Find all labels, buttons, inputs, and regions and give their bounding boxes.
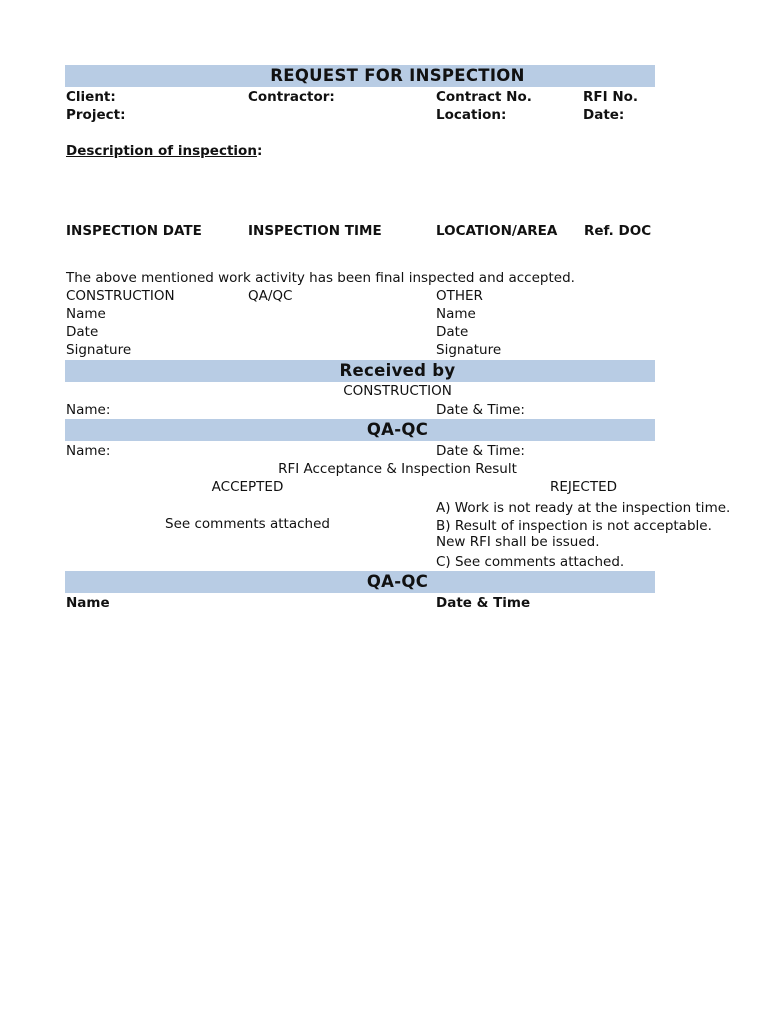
project-row: [65, 106, 655, 124]
qaqc-final-name-label: Name: [66, 595, 110, 611]
received-construction-label: CONSTRUCTION: [343, 383, 452, 399]
received-by-band: [65, 360, 655, 382]
description-colon: :: [256, 143, 263, 159]
qaqc-final-datetime-label: Date & Time: [436, 595, 531, 611]
signatory-headers-row: [65, 287, 655, 305]
rfi-no-label: RFI No.: [583, 89, 639, 105]
accepted-label: ACCEPTED: [211, 479, 284, 495]
received-by-title: Received by: [339, 361, 456, 380]
result-title-row: [65, 460, 655, 478]
qaqc-title-2: QA-QC: [366, 572, 429, 591]
title-band: [65, 65, 655, 87]
other-signatory: OTHER: [436, 288, 483, 304]
other-name-label: Name: [436, 306, 476, 322]
location-label: Location:: [436, 107, 507, 123]
description-row: [65, 142, 655, 160]
see-comments-label: See comments attached: [165, 516, 330, 532]
contract-no-label: Contract No.: [436, 89, 532, 105]
qaqc-band-2: [65, 571, 655, 593]
qaqc-name-label: Name:: [66, 443, 111, 459]
reason-a: A) Work is not ready at the inspection time.: [436, 500, 731, 516]
reason-b-continued: New RFI shall be issued.: [436, 534, 600, 550]
construction-date-label: Date: [66, 324, 99, 340]
accept-reject-row: [65, 478, 655, 496]
reason-c-row: [65, 553, 655, 571]
other-signature-label: Signature: [436, 342, 502, 358]
date-label: Date:: [583, 107, 625, 123]
rfi-form: [65, 65, 731, 625]
qaqc-title-1: QA-QC: [366, 420, 429, 439]
qaqc-name-row: [65, 442, 655, 460]
inspection-date-header: INSPECTION DATE: [66, 223, 202, 239]
result-title: RFI Acceptance & Inspection Result: [278, 461, 517, 477]
inspection-time-header: INSPECTION TIME: [248, 223, 382, 239]
received-name-row: [65, 401, 655, 419]
reason-b: B) Result of inspection is not acceptable.: [436, 518, 712, 534]
construction-name-label: Name: [66, 306, 106, 322]
client-label: Client:: [66, 89, 116, 105]
reason-c: C) See comments attached.: [436, 554, 625, 570]
signatory-signature-row: [65, 341, 655, 359]
qaqc-final-row: [65, 594, 655, 612]
reason-b2-row: [65, 533, 655, 551]
form-title: REQUEST FOR INSPECTION: [270, 66, 525, 85]
other-date-label: Date: [436, 324, 469, 340]
qaqc-datetime-label: Date & Time:: [436, 443, 525, 459]
construction-signature-label: Signature: [66, 342, 132, 358]
received-datetime-label: Date & Time:: [436, 402, 525, 418]
signatory-date-row: [65, 323, 655, 341]
project-label: Project:: [66, 107, 126, 123]
inspection-columns-row: [65, 222, 655, 240]
signatory-name-row: [65, 305, 655, 323]
ref-doc-header: Ref. DOC: [584, 223, 652, 239]
rejected-label: REJECTED: [549, 479, 618, 495]
qaqc-signatory: QA/QC: [248, 288, 293, 304]
contractor-label: Contractor:: [248, 89, 335, 105]
description-heading: [66, 142, 262, 160]
received-construction-row: [65, 382, 655, 400]
client-row: [65, 88, 655, 106]
received-name-label: Name:: [66, 402, 111, 418]
location-area-header: LOCATION/AREA: [436, 223, 558, 239]
qaqc-band-1: [65, 419, 655, 441]
acceptance-statement: The above mentioned work activity has been final inspected and accepted.: [66, 270, 575, 286]
description-label: Description of inspection: [66, 143, 257, 159]
construction-signatory: CONSTRUCTION: [66, 288, 175, 304]
acceptance-statement-row: [65, 269, 655, 287]
